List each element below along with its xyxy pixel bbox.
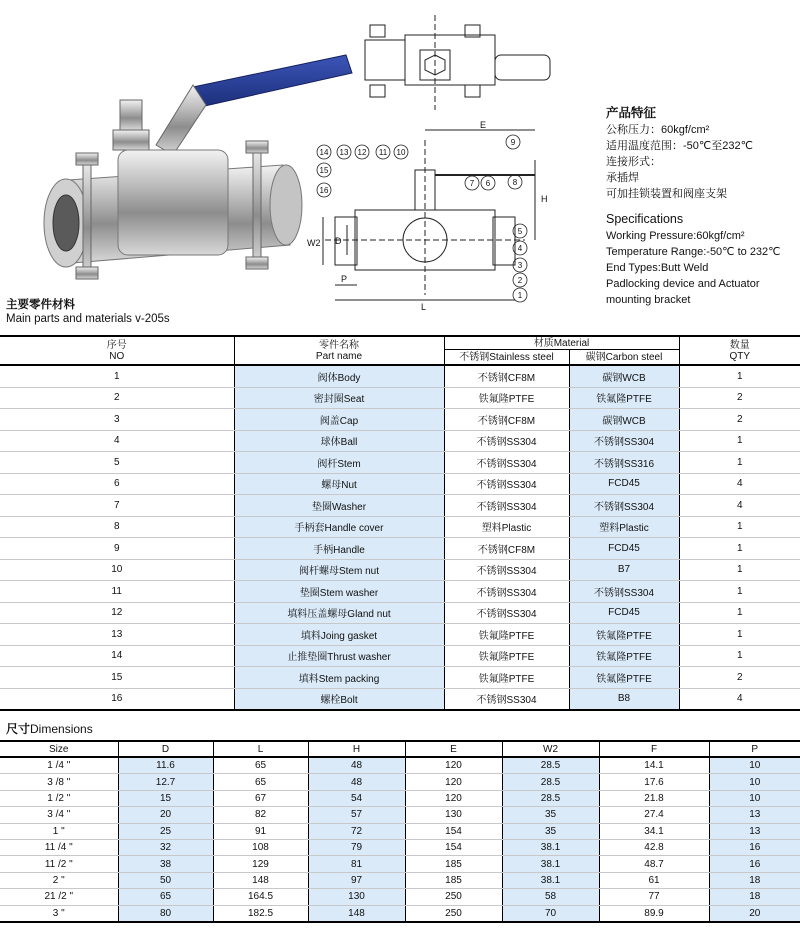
part-qty: 2	[679, 387, 800, 409]
callout-14: 14	[319, 148, 329, 157]
dim-value: 18	[709, 872, 800, 888]
dim-title-cn: 尺寸	[6, 722, 31, 736]
dim-value: 16	[709, 839, 800, 855]
part-qty: 4	[679, 473, 800, 495]
dimension-row	[0, 872, 800, 888]
dim-value: 108	[213, 839, 308, 855]
parts-row	[0, 409, 800, 431]
stainless-material: 不锈钢CF8M	[444, 365, 569, 387]
dim-value: 28.5	[502, 790, 599, 806]
dim-value: 38	[118, 856, 213, 872]
stainless-material: 铁氟隆PTFE	[444, 667, 569, 689]
dim-value: 54	[308, 790, 405, 806]
parts-row	[0, 667, 800, 689]
carbon-material: 铁氟隆PTFE	[569, 387, 679, 409]
product-header	[0, 0, 800, 335]
parts-materials-table	[0, 335, 800, 711]
header-carbon: 碳钢Carbon steel	[569, 350, 679, 366]
dim-value: 25	[118, 823, 213, 839]
part-qty: 1	[679, 452, 800, 474]
dim-value: 13	[709, 823, 800, 839]
dim-size: 11 /4 "	[0, 839, 118, 855]
dim-value: 120	[405, 757, 502, 774]
dimension-row	[0, 823, 800, 839]
product-features	[606, 104, 796, 308]
dim-value: 48.7	[599, 856, 709, 872]
dim-value: 185	[405, 872, 502, 888]
dim-size: 3 /4 "	[0, 807, 118, 823]
dim-value: 15	[118, 790, 213, 806]
part-name: 填料Stem packing	[234, 667, 444, 689]
header-qty-cn: 数量	[729, 339, 750, 351]
callout-5: 5	[517, 227, 523, 236]
dim-header-4: E	[405, 741, 502, 757]
dim-value: 72	[308, 823, 405, 839]
part-qty: 1	[679, 365, 800, 387]
parts-row	[0, 688, 800, 710]
dim-value: 32	[118, 839, 213, 855]
dim-value: 12.7	[118, 774, 213, 790]
dim-size: 1 /4 "	[0, 757, 118, 774]
dim-size: 1 /2 "	[0, 790, 118, 806]
carbon-material: 铁氟隆PTFE	[569, 667, 679, 689]
part-name: 螺栓Bolt	[234, 688, 444, 710]
dim-size: 3 /8 "	[0, 774, 118, 790]
feature-en-line: End Types:Butt Weld	[606, 262, 709, 274]
carbon-material: B8	[569, 688, 679, 710]
parts-row	[0, 538, 800, 560]
dim-value: 57	[308, 807, 405, 823]
part-no: 4	[0, 430, 234, 452]
part-no: 13	[0, 624, 234, 646]
dim-header-7: P	[709, 741, 800, 757]
stainless-material: 不锈钢SS304	[444, 452, 569, 474]
parts-title-en: Main parts and materials v-205s	[6, 313, 170, 325]
dim-value: 61	[599, 872, 709, 888]
header-qty-en: QTY	[729, 350, 751, 362]
carbon-material: 不锈钢SS304	[569, 430, 679, 452]
header-qty	[679, 336, 800, 365]
dim-header-2: L	[213, 741, 308, 757]
dim-header-5: W2	[502, 741, 599, 757]
carbon-material: 铁氟隆PTFE	[569, 624, 679, 646]
parts-row	[0, 581, 800, 603]
header-part-name	[234, 336, 444, 365]
callout-4: 4	[517, 244, 523, 253]
dim-value: 154	[405, 839, 502, 855]
parts-title-cn: 主要零件材料	[6, 299, 75, 311]
parts-row	[0, 365, 800, 387]
dim-value: 11.6	[118, 757, 213, 774]
part-name: 密封圈Seat	[234, 387, 444, 409]
dimension-row	[0, 889, 800, 905]
dim-value: 130	[308, 889, 405, 905]
callout-16: 16	[319, 186, 329, 195]
feature-en-line: mounting bracket	[606, 294, 691, 306]
dim-value: 27.4	[599, 807, 709, 823]
dim-value: 79	[308, 839, 405, 855]
dim-value: 50	[118, 872, 213, 888]
dim-title-en: Dimensions	[30, 722, 93, 736]
dim-value: 34.1	[599, 823, 709, 839]
header-part-en: Part name	[315, 350, 363, 362]
feature-en-line: Padlocking device and Actuator	[606, 278, 760, 290]
carbon-material: 塑料Plastic	[569, 516, 679, 538]
parts-row	[0, 430, 800, 452]
dim-value: 35	[502, 807, 599, 823]
callout-6: 6	[485, 179, 491, 188]
section-drawing	[305, 120, 565, 315]
callout-1: 1	[517, 291, 523, 300]
dim-value: 17.6	[599, 774, 709, 790]
dimensions-table	[0, 740, 800, 923]
dim-value: 250	[405, 889, 502, 905]
feature-en-line: Working Pressure:60kgf/cm²	[606, 230, 745, 242]
dim-value: 42.8	[599, 839, 709, 855]
feature-en-line: Temperature Range:-50℃ to 232℃	[606, 246, 781, 258]
dimensions-section-title	[6, 720, 93, 737]
callout-3: 3	[517, 261, 523, 270]
dim-value: 38.1	[502, 856, 599, 872]
part-name: 球体Ball	[234, 430, 444, 452]
stainless-material: 铁氟隆PTFE	[444, 624, 569, 646]
dim-label-e: E	[480, 120, 487, 130]
part-no: 15	[0, 667, 234, 689]
dim-value: 91	[213, 823, 308, 839]
header-material: 材质Material	[444, 336, 679, 350]
dim-label-h: H	[541, 194, 548, 204]
dim-size: 1 "	[0, 823, 118, 839]
carbon-material: 不锈钢SS316	[569, 452, 679, 474]
dim-size: 2 "	[0, 872, 118, 888]
callout-10: 10	[396, 148, 406, 157]
feature-cn-line: 连接形式：	[606, 156, 661, 168]
dimension-row	[0, 757, 800, 774]
dim-value: 65	[213, 757, 308, 774]
part-no: 11	[0, 581, 234, 603]
dim-value: 154	[405, 823, 502, 839]
carbon-material: 碳钢WCB	[569, 365, 679, 387]
feature-cn-line: 公称压力：60kgf/cm²	[606, 124, 710, 136]
dimension-row	[0, 790, 800, 806]
dim-value: 10	[709, 790, 800, 806]
dim-value: 120	[405, 790, 502, 806]
dim-value: 81	[308, 856, 405, 872]
dim-value: 164.5	[213, 889, 308, 905]
part-name: 阀体Body	[234, 365, 444, 387]
dim-label-w2: W2	[307, 238, 321, 248]
part-no: 10	[0, 559, 234, 581]
callout-11: 11	[378, 148, 388, 157]
dim-value: 28.5	[502, 774, 599, 790]
dimension-row	[0, 856, 800, 872]
features-title-cn: 产品特征	[606, 106, 657, 120]
dim-value: 16	[709, 856, 800, 872]
dim-value: 14.1	[599, 757, 709, 774]
callout-7: 7	[469, 179, 475, 188]
part-name: 填料压盖螺母Gland nut	[234, 602, 444, 624]
part-qty: 1	[679, 645, 800, 667]
dim-value: 250	[405, 905, 502, 922]
callout-15: 15	[319, 166, 329, 175]
part-no: 7	[0, 495, 234, 517]
stainless-material: 不锈钢SS304	[444, 602, 569, 624]
part-name: 阀盖Cap	[234, 409, 444, 431]
dim-value: 58	[502, 889, 599, 905]
part-qty: 1	[679, 430, 800, 452]
part-qty: 1	[679, 602, 800, 624]
dim-value: 10	[709, 757, 800, 774]
dim-value: 185	[405, 856, 502, 872]
dim-value: 77	[599, 889, 709, 905]
stainless-material: 不锈钢SS304	[444, 430, 569, 452]
stainless-material: 不锈钢SS304	[444, 688, 569, 710]
dim-value: 48	[308, 757, 405, 774]
part-name: 阀杆Stem	[234, 452, 444, 474]
header-no-en: NO	[109, 350, 125, 362]
parts-row	[0, 387, 800, 409]
callout-2: 2	[517, 276, 523, 285]
carbon-material: FCD45	[569, 473, 679, 495]
part-name: 手柄套Handle cover	[234, 516, 444, 538]
parts-row	[0, 452, 800, 474]
dim-value: 80	[118, 905, 213, 922]
parts-row	[0, 495, 800, 517]
part-qty: 2	[679, 667, 800, 689]
feature-cn-line: 适用温度范围：-50℃至232℃	[606, 140, 753, 152]
parts-section-title	[6, 298, 170, 326]
dim-label-l: L	[421, 302, 427, 312]
part-no: 9	[0, 538, 234, 560]
parts-row	[0, 602, 800, 624]
stainless-material: 铁氟隆PTFE	[444, 645, 569, 667]
dim-header-0: Size	[0, 741, 118, 757]
stainless-material: 不锈钢SS304	[444, 473, 569, 495]
parts-row	[0, 516, 800, 538]
dim-value: 38.1	[502, 872, 599, 888]
stainless-material: 不锈钢SS304	[444, 559, 569, 581]
dimension-row	[0, 807, 800, 823]
part-no: 8	[0, 516, 234, 538]
dimension-row	[0, 839, 800, 855]
part-name: 止推垫圈Thrust washer	[234, 645, 444, 667]
dim-value: 10	[709, 774, 800, 790]
header-no-cn: 序号	[106, 339, 127, 351]
dim-value: 82	[213, 807, 308, 823]
part-name: 螺母Nut	[234, 473, 444, 495]
part-no: 16	[0, 688, 234, 710]
part-qty: 1	[679, 559, 800, 581]
dim-value: 48	[308, 774, 405, 790]
carbon-material: 不锈钢SS304	[569, 581, 679, 603]
dim-value: 65	[118, 889, 213, 905]
dim-header-6: F	[599, 741, 709, 757]
part-no: 14	[0, 645, 234, 667]
parts-row	[0, 473, 800, 495]
stainless-material: 不锈钢CF8M	[444, 538, 569, 560]
dim-value: 35	[502, 823, 599, 839]
part-no: 6	[0, 473, 234, 495]
dim-value: 13	[709, 807, 800, 823]
parts-row	[0, 645, 800, 667]
callout-12: 12	[357, 148, 367, 157]
part-qty: 1	[679, 538, 800, 560]
dim-value: 182.5	[213, 905, 308, 922]
part-qty: 4	[679, 495, 800, 517]
dim-value: 70	[502, 905, 599, 922]
dim-value: 20	[709, 905, 800, 922]
dim-value: 38.1	[502, 839, 599, 855]
part-qty: 2	[679, 409, 800, 431]
dim-value: 89.9	[599, 905, 709, 922]
part-qty: 4	[679, 688, 800, 710]
stainless-material: 不锈钢CF8M	[444, 409, 569, 431]
carbon-material: FCD45	[569, 602, 679, 624]
top-view-drawing	[355, 10, 565, 120]
part-name: 手柄Handle	[234, 538, 444, 560]
dim-value: 97	[308, 872, 405, 888]
part-qty: 1	[679, 624, 800, 646]
part-name: 阀杆螺母Stem nut	[234, 559, 444, 581]
dim-value: 65	[213, 774, 308, 790]
dim-size: 21 /2 "	[0, 889, 118, 905]
dim-label-d: D	[335, 236, 342, 246]
carbon-material: 不锈钢SS304	[569, 495, 679, 517]
dim-label-p: P	[341, 274, 348, 284]
callout-9: 9	[510, 138, 516, 147]
dim-value: 148	[308, 905, 405, 922]
dim-value: 120	[405, 774, 502, 790]
dim-size: 11 /2 "	[0, 856, 118, 872]
part-name: 垫圈Washer	[234, 495, 444, 517]
dim-value: 129	[213, 856, 308, 872]
dimension-row	[0, 905, 800, 922]
parts-row	[0, 559, 800, 581]
dim-value: 20	[118, 807, 213, 823]
header-part-cn: 零件名称	[319, 339, 359, 351]
dim-header-1: D	[118, 741, 213, 757]
header-no	[0, 336, 234, 365]
part-no: 12	[0, 602, 234, 624]
callout-8: 8	[512, 178, 518, 187]
part-name: 填料Joing gasket	[234, 624, 444, 646]
header-stainless: 不锈钢Stainless steel	[444, 350, 569, 366]
part-qty: 1	[679, 516, 800, 538]
dim-value: 130	[405, 807, 502, 823]
dim-value: 148	[213, 872, 308, 888]
part-no: 5	[0, 452, 234, 474]
dim-header-3: H	[308, 741, 405, 757]
feature-cn-line: 可加挂锁装置和阀座支架	[606, 188, 727, 200]
callout-13: 13	[339, 148, 349, 157]
part-no: 1	[0, 365, 234, 387]
dim-value: 28.5	[502, 757, 599, 774]
stainless-material: 铁氟隆PTFE	[444, 387, 569, 409]
carbon-material: FCD45	[569, 538, 679, 560]
carbon-material: 碳钢WCB	[569, 409, 679, 431]
dimension-row	[0, 774, 800, 790]
carbon-material: B7	[569, 559, 679, 581]
part-qty: 1	[679, 581, 800, 603]
feature-cn-line: 承插焊	[606, 172, 639, 184]
part-name: 垫圈Stem washer	[234, 581, 444, 603]
dim-size: 3 "	[0, 905, 118, 922]
features-title-en: Specifications	[606, 212, 684, 226]
dim-value: 21.8	[599, 790, 709, 806]
part-no: 3	[0, 409, 234, 431]
stainless-material: 不锈钢SS304	[444, 581, 569, 603]
carbon-material: 铁氟隆PTFE	[569, 645, 679, 667]
stainless-material: 塑料Plastic	[444, 516, 569, 538]
dim-value: 67	[213, 790, 308, 806]
stainless-material: 不锈钢SS304	[444, 495, 569, 517]
dim-value: 18	[709, 889, 800, 905]
part-no: 2	[0, 387, 234, 409]
parts-row	[0, 624, 800, 646]
